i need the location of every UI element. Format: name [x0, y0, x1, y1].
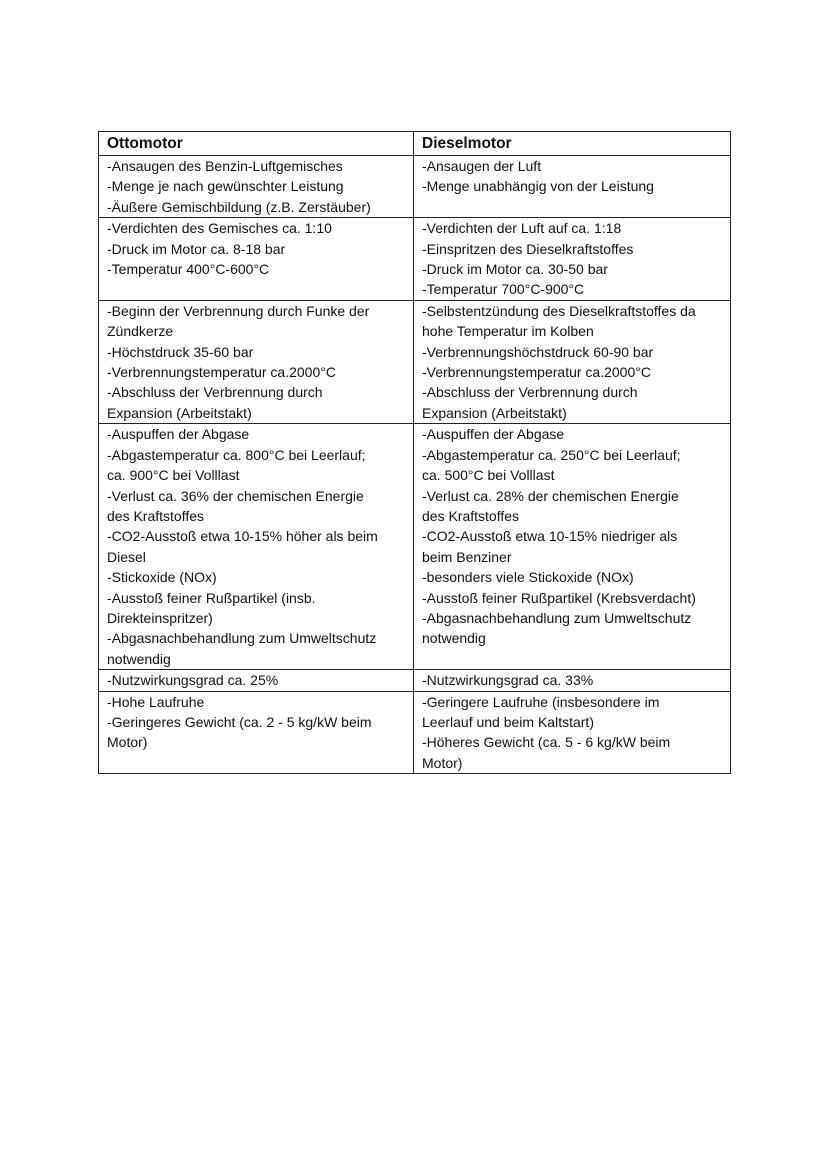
cell-line: Motor)	[107, 734, 148, 751]
cell-line: -Verdichten des Gemisches ca. 1:10	[107, 220, 332, 237]
cell-line: Direkteinspritzer)	[107, 609, 213, 626]
cell-line: -Abgasnachbehandlung zum Umweltschutz	[107, 630, 377, 647]
cell-line: -Abgastemperatur ca. 250°C bei Leerlauf;	[422, 446, 681, 463]
cell-line: des Kraftstoffes	[107, 507, 205, 524]
cell-line: Zündkerze	[107, 323, 174, 340]
cell-line: hohe Temperatur im Kolben	[422, 323, 594, 340]
cell-line: -Hohe Laufruhe	[107, 693, 205, 710]
table-row	[99, 156, 731, 218]
cell-line: notwendig	[422, 630, 486, 647]
table-row	[99, 300, 731, 423]
table-body	[99, 156, 731, 774]
cell-line: -CO2-Ausstoß etwa 10-15% niedriger als	[422, 528, 678, 545]
cell-line: des Kraftstoffes	[422, 507, 520, 524]
cell-line: -Abgasnachbehandlung zum Umweltschutz	[422, 609, 692, 626]
cell-line: -Abschluss der Verbrennung durch	[107, 384, 323, 401]
cell-line: -Geringere Laufruhe (insbesondere im	[422, 693, 660, 710]
cell-ottomotor	[99, 691, 414, 774]
cell-line: -Menge je nach gewünschter Leistung	[107, 178, 344, 195]
table-row	[99, 691, 731, 774]
cell-line: Expansion (Arbeitstakt)	[107, 404, 252, 421]
cell-line: -Menge unabhängig von der Leistung	[422, 178, 654, 195]
cell-dieselmotor	[414, 424, 731, 670]
cell-line: -Höchstdruck 35-60 bar	[107, 343, 254, 360]
cell-line: -Abgastemperatur ca. 800°C bei Leerlauf;	[107, 446, 366, 463]
cell-line: -Ansaugen der Luft	[422, 158, 542, 174]
cell-line: -Nutzwirkungsgrad ca. 25%	[107, 672, 279, 689]
cell-line: -Ansaugen des Benzin-Luftgemisches	[107, 158, 343, 174]
cell-line: -Temperatur 700°C-900°C	[422, 281, 585, 298]
cell-line: -Druck im Motor ca. 30-50 bar	[422, 261, 608, 278]
cell-line: -Auspuffen der Abgase	[107, 426, 250, 443]
table-row	[99, 424, 731, 670]
cell-dieselmotor	[414, 670, 731, 691]
cell-line: ca. 500°C bei Volllast	[422, 467, 555, 484]
header-dieselmotor: Dieselmotor	[414, 132, 731, 156]
cell-line: Motor)	[422, 754, 463, 771]
cell-line: -Verlust ca. 28% der chemischen Energie	[422, 487, 679, 504]
cell-ottomotor	[99, 156, 414, 218]
cell-line: notwendig	[107, 650, 171, 667]
cell-line: -Höheres Gewicht (ca. 5 - 6 kg/kW beim	[422, 734, 671, 751]
cell-line: -Verlust ca. 36% der chemischen Energie	[107, 487, 364, 504]
cell-ottomotor	[99, 218, 414, 301]
cell-line: -Ausstoß feiner Rußpartikel (Krebsverdacht)	[422, 589, 696, 606]
comparison-table	[98, 131, 731, 774]
cell-line: -Geringeres Gewicht (ca. 2 - 5 kg/kW beim	[107, 713, 372, 730]
cell-line: -Selbstentzündung des Dieselkraftstoffes da	[422, 302, 696, 319]
table-row	[99, 218, 731, 301]
cell-line: -Abschluss der Verbrennung durch	[422, 384, 638, 401]
cell-line: -Beginn der Verbrennung durch Funke der	[107, 302, 370, 319]
cell-line: Leerlauf und beim Kaltstart)	[422, 713, 594, 730]
cell-line: -Stickoxide (NOx)	[107, 569, 217, 586]
cell-line: -Ausstoß feiner Rußpartikel (insb.	[107, 589, 316, 606]
cell-line: -CO2-Ausstoß etwa 10-15% höher als beim	[107, 528, 378, 545]
cell-ottomotor	[99, 300, 414, 423]
header-ottomotor: Ottomotor	[99, 132, 414, 156]
cell-line: -Druck im Motor ca. 8-18 bar	[107, 240, 286, 257]
table-header-row	[99, 132, 731, 156]
cell-dieselmotor	[414, 691, 731, 774]
cell-line: -Temperatur 400°C-600°C	[107, 261, 270, 278]
cell-line: -Verbrennungstemperatur ca.2000°C	[107, 364, 336, 381]
cell-dieselmotor	[414, 218, 731, 301]
table-row	[99, 670, 731, 691]
cell-line: -Verdichten der Luft auf ca. 1:18	[422, 220, 622, 237]
cell-dieselmotor	[414, 156, 731, 218]
cell-dieselmotor	[414, 300, 731, 423]
cell-line: -Verbrennungstemperatur ca.2000°C	[422, 364, 651, 381]
cell-line: beim Benziner	[422, 548, 512, 565]
cell-line: -Äußere Gemischbildung (z.B. Zerstäuber)	[107, 198, 371, 215]
cell-line: -Nutzwirkungsgrad ca. 33%	[422, 672, 594, 689]
cell-line: -Auspuffen der Abgase	[422, 426, 565, 443]
cell-ottomotor	[99, 670, 414, 691]
cell-line: -besonders viele Stickoxide (NOx)	[422, 569, 634, 586]
cell-line: ca. 900°C bei Volllast	[107, 467, 240, 484]
cell-ottomotor	[99, 424, 414, 670]
cell-line: Diesel	[107, 548, 146, 565]
cell-line: -Verbrennungshöchstdruck 60-90 bar	[422, 343, 654, 360]
cell-line: -Einspritzen des Dieselkraftstoffes	[422, 240, 634, 257]
cell-line: Expansion (Arbeitstakt)	[422, 404, 567, 421]
